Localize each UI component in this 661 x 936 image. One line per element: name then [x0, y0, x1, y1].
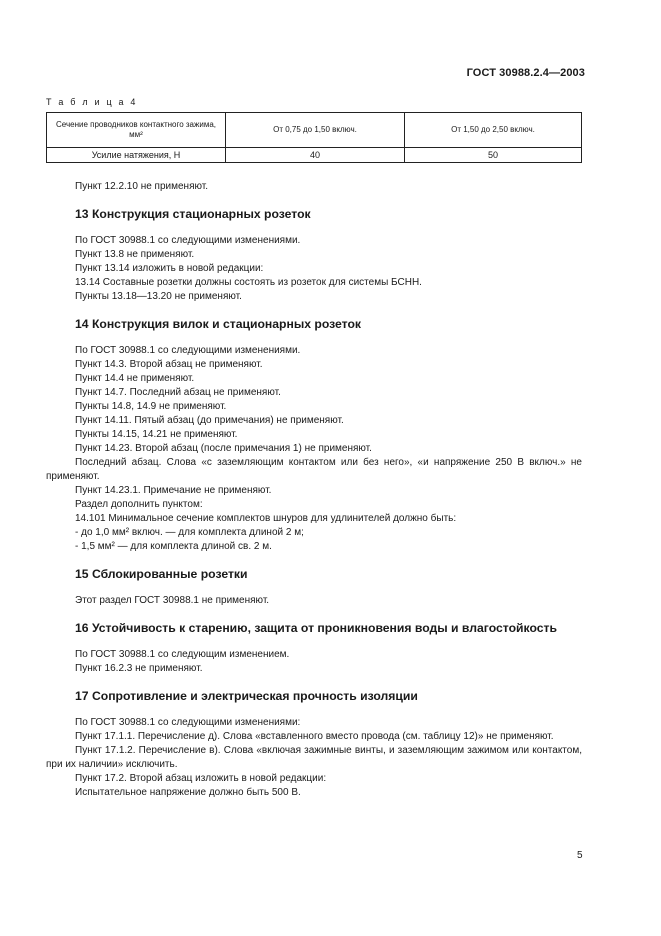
paragraph: Пункт 14.3. Второй абзац не применяют. [75, 359, 263, 370]
table-header-cell: От 0,75 до 1,50 включ. [226, 113, 405, 148]
table-title: Т а б л и ц а 4 [46, 97, 138, 107]
table-row [47, 148, 582, 163]
paragraph: Этот раздел ГОСТ 30988.1 не применяют. [75, 595, 270, 606]
paragraph: Пункты 13.18—13.20 не применяют. [75, 291, 242, 302]
paragraph: Пункт 17.2. Второй абзац изложить в новой редакции: [75, 773, 327, 784]
paragraph: Пункт 12.2.10 не применяют. [75, 181, 209, 192]
paragraph: По ГОСТ 30988.1 со следующими изменениями. [75, 345, 301, 356]
section-heading: 14 Конструкция вилок и стационарных розеток [75, 317, 362, 331]
table-cell: Усилие натяжения, Н [47, 148, 226, 163]
paragraph: Пункт 17.1.1. Перечисление д). Слова «вставленного вместо провода (см. таблицу 12)» не применяют. [75, 731, 554, 742]
paragraph: Пункт 14.11. Пятый абзац (до примечания) не применяют. [75, 415, 344, 426]
paragraph: 14.101 Минимальное сечение комплектов шнуров для удлинителей должно быть: [75, 513, 457, 524]
paragraph: - до 1,0 мм² включ. — для комплекта длиной 2 м; [75, 527, 304, 538]
section-heading: 16 Устойчивость к старению, защита от проникновения воды и влагостойкость [75, 621, 557, 635]
table-header-row [47, 113, 582, 148]
paragraph: Пункт 14.23. Второй абзац (после примечания 1) не применяют. [75, 443, 372, 454]
section-heading: 15 Сблокированные розетки [75, 567, 248, 581]
paragraph: Испытательное напряжение должно быть 500 В. [75, 787, 301, 798]
page-number: 5 [577, 850, 583, 861]
paragraph: Пункт 17.1.2. Перечисление в). Слова «включая зажимные винты, и заземляющим зажимом или контактом, при их наличии» исключить. [46, 745, 582, 770]
paragraph: Раздел дополнить пунктом: [75, 499, 203, 510]
paragraph: Пункты 14.15, 14.21 не применяют. [75, 429, 238, 440]
paragraph: 13.14 Составные розетки должны состоять из розеток для системы БСНН. [75, 277, 422, 288]
paragraph: Пункт 13.14 изложить в новой редакции: [75, 263, 264, 274]
table-4 [46, 112, 582, 163]
table-header-cell: От 1,50 до 2,50 включ. [405, 113, 582, 148]
paragraph: - 1,5 мм² — для комплекта длиной св. 2 м. [75, 541, 272, 552]
paragraph: Пункт 14.23.1. Примечание не применяют. [75, 485, 272, 496]
paragraph: Пункт 16.2.3 не применяют. [75, 663, 203, 674]
table-cell: 40 [226, 148, 405, 163]
standard-header: ГОСТ 30988.2.4—2003 [466, 67, 585, 79]
paragraph: Пункт 13.8 не применяют. [75, 249, 195, 260]
paragraph: Пункты 14.8, 14.9 не применяют. [75, 401, 227, 412]
section-heading: 17 Сопротивление и электрическая прочность изоляции [75, 689, 418, 703]
paragraph: По ГОСТ 30988.1 со следующим изменением. [75, 649, 290, 660]
paragraph: Последний абзац. Слова «с заземляющим контактом или без него», «и напряжение 250 В включ.» не применяют. [46, 457, 582, 482]
paragraph: По ГОСТ 30988.1 со следующими изменениями: [75, 717, 301, 728]
section-heading: 13 Конструкция стационарных розеток [75, 207, 311, 221]
document-body [46, 180, 582, 800]
table-header-cell: Сечение проводников контактного зажима, мм² [47, 113, 226, 148]
paragraph: По ГОСТ 30988.1 со следующими изменениями. [75, 235, 301, 246]
table-cell: 50 [405, 148, 582, 163]
paragraph: Пункт 14.4 не применяют. [75, 373, 195, 384]
paragraph: Пункт 14.7. Последний абзац не применяют. [75, 387, 281, 398]
